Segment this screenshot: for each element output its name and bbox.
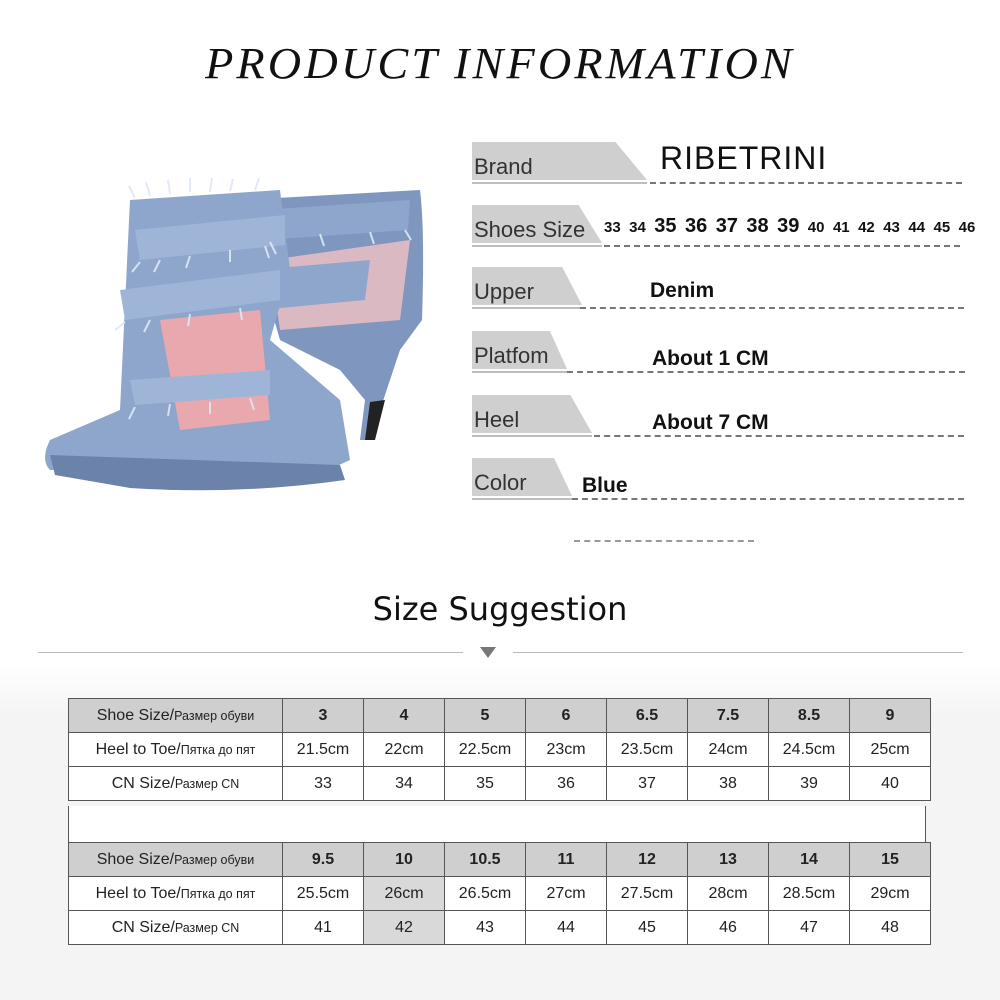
size-value: 38 <box>746 215 769 237</box>
table-cell: 6 <box>526 699 607 733</box>
size-value: 37 <box>715 215 738 237</box>
brand-label: Brand <box>474 154 533 179</box>
row-label: Shoe Size/ <box>96 850 175 868</box>
product-photo <box>40 170 440 510</box>
upper-label: Upper <box>474 279 534 304</box>
info-row-heel <box>472 395 992 437</box>
table-cell: 11 <box>526 843 607 877</box>
table-cell: 23cm <box>526 733 607 767</box>
divider <box>574 540 754 542</box>
table-cell: 4 <box>364 699 445 733</box>
size-value: 41 <box>832 219 850 236</box>
info-row-platform <box>472 331 992 373</box>
size-value: 45 <box>933 219 951 236</box>
table-cell: 8.5 <box>769 699 850 733</box>
table-cell: 38 <box>688 767 769 801</box>
size-value: 33 <box>604 219 621 236</box>
table-cell: 26cm <box>364 877 445 911</box>
size-value: 40 <box>807 219 825 236</box>
table-cell: 37 <box>607 767 688 801</box>
row-label-ru: Пятка до пят <box>180 742 256 757</box>
size-value: 39 <box>777 215 800 237</box>
table-cell: 28.5cm <box>769 877 850 911</box>
row-label-ru: Размер CN <box>174 776 240 791</box>
divider <box>513 652 963 653</box>
table-cell: 22.5cm <box>445 733 526 767</box>
size-table-1 <box>68 698 931 801</box>
arrow-down-icon <box>480 647 496 658</box>
table-cell: 12 <box>607 843 688 877</box>
table-cell: 39 <box>769 767 850 801</box>
table-cell: 9.5 <box>283 843 364 877</box>
table-cell: 25cm <box>850 733 931 767</box>
row-label: CN Size/ <box>111 918 175 936</box>
info-row-shoes-size <box>472 205 992 247</box>
table-row <box>69 699 931 733</box>
size-value: 43 <box>883 219 900 236</box>
row-label-ru: Размер обуви <box>174 708 255 723</box>
info-row-upper <box>472 267 992 309</box>
row-label: Heel to Toe/ <box>95 740 181 758</box>
heel-value: About 7 CM <box>652 411 769 434</box>
table-cell: 27cm <box>526 877 607 911</box>
table-row <box>69 877 931 911</box>
table-cell: 5 <box>445 699 526 733</box>
table-cell: 43 <box>445 911 526 945</box>
table-cell: 14 <box>769 843 850 877</box>
table-cell: 13 <box>688 843 769 877</box>
row-label-ru: Пятка до пят <box>180 886 256 901</box>
shoes-size-label: Shoes Size <box>474 217 586 242</box>
row-label: Heel to Toe/ <box>95 884 181 902</box>
table-cell: 22cm <box>364 733 445 767</box>
size-value: 34 <box>629 219 646 236</box>
row-label: Shoe Size/ <box>96 706 175 724</box>
table-spacer <box>68 806 926 842</box>
table-cell: 25.5cm <box>283 877 364 911</box>
table-cell: 26.5cm <box>445 877 526 911</box>
table-cell: 7.5 <box>688 699 769 733</box>
table-cell: 46 <box>688 911 769 945</box>
table-row <box>69 911 931 945</box>
info-row-color <box>472 458 992 500</box>
size-value: 42 <box>858 219 875 236</box>
table-row <box>69 733 931 767</box>
heel-label: Heel <box>474 407 520 432</box>
upper-value: Denim <box>650 279 715 302</box>
table-cell: 48 <box>850 911 931 945</box>
size-value: 44 <box>908 219 926 236</box>
table-cell: 3 <box>283 699 364 733</box>
size-value: 36 <box>684 215 708 237</box>
table-cell: 28cm <box>688 877 769 911</box>
table-cell: 27.5cm <box>607 877 688 911</box>
table-cell: 45 <box>607 911 688 945</box>
table-cell: 10 <box>364 843 445 877</box>
table-cell: 40 <box>850 767 931 801</box>
brand-value: RIBETRINI <box>660 140 828 176</box>
color-label: Color <box>474 470 527 495</box>
table-cell: 24.5cm <box>769 733 850 767</box>
table-cell: 47 <box>769 911 850 945</box>
table-row <box>69 843 931 877</box>
table-cell: 29cm <box>850 877 931 911</box>
platform-label: Platfom <box>474 343 549 368</box>
table-cell: 35 <box>445 767 526 801</box>
table-cell: 34 <box>364 767 445 801</box>
platform-value: About 1 CM <box>652 347 769 370</box>
table-cell: 23.5cm <box>607 733 688 767</box>
row-label-ru: Размер CN <box>174 920 240 935</box>
shoes-size-values <box>604 215 979 238</box>
table-cell: 33 <box>283 767 364 801</box>
table-cell: 6.5 <box>607 699 688 733</box>
divider <box>38 652 463 653</box>
size-value: 35 <box>654 215 677 237</box>
table-cell: 42 <box>364 911 445 945</box>
row-label-ru: Размер обуви <box>174 852 255 867</box>
page-title: PRODUCT INFORMATION <box>205 39 795 88</box>
table-cell: 36 <box>526 767 607 801</box>
row-label: CN Size/ <box>111 774 175 792</box>
color-value: Blue <box>582 474 628 497</box>
table-cell: 44 <box>526 911 607 945</box>
table-cell: 21.5cm <box>283 733 364 767</box>
table-cell: 41 <box>283 911 364 945</box>
table-cell: 24cm <box>688 733 769 767</box>
table-cell: 9 <box>850 699 931 733</box>
table-row <box>69 767 931 801</box>
size-table-2 <box>68 842 931 945</box>
table-cell: 15 <box>850 843 931 877</box>
table-cell: 10.5 <box>445 843 526 877</box>
size-suggestion-title: Size Suggestion <box>372 590 628 628</box>
size-value: 46 <box>958 219 976 236</box>
info-row-brand <box>472 142 992 184</box>
